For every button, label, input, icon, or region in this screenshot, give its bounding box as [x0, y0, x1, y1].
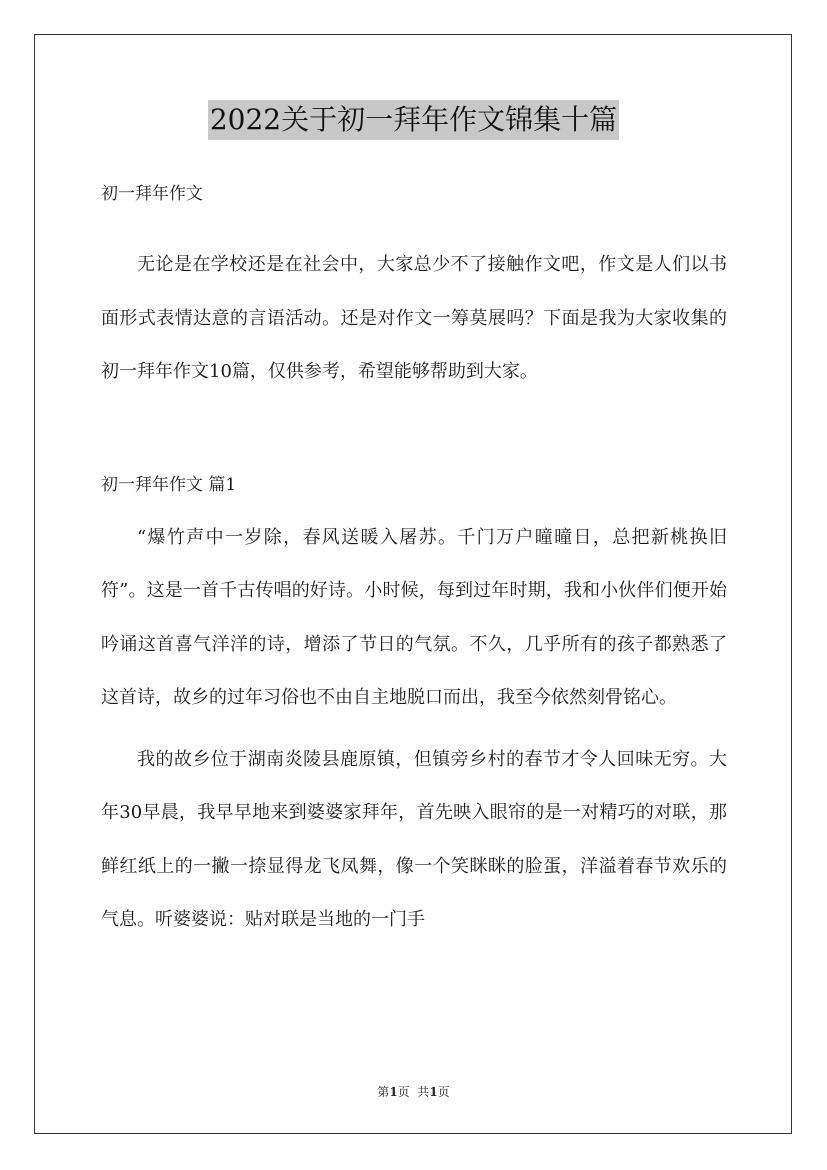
footer-page-suffix: 页	[437, 1085, 450, 1099]
page-footer	[0, 1083, 827, 1100]
section-heading: 初一拜年作文	[101, 184, 203, 204]
intro-paragraph: 无论是在学校还是在社会中，大家总少不了接触作文吧，作文是人们以书面形式表情达意的言语活动。还是对作文一筹莫展吗？下面是我为大家收集的初一拜年作文10篇，仅供参考，希望能够帮助到大家。	[101, 254, 727, 382]
document-body	[101, 168, 727, 947]
title-container	[0, 100, 827, 140]
document-title: 2022关于初一拜年作文锦集十篇	[208, 100, 619, 140]
footer-page-current: 1	[389, 1085, 398, 1099]
footer-page-total: 1	[429, 1085, 438, 1099]
article-heading: 初一拜年作文 篇1	[101, 474, 237, 495]
article-paragraph: “爆竹声中一岁除，春风送暖入屠苏。千门万户曈曈日，总把新桃换旧符”。这是一首千古传唱的好诗。小时候，每到过年时期，我和小伙伴们便开始吟诵这首喜气洋洋的诗，增添了节日的气氛。不久，几乎所有的孩子都熟悉了这首诗，故乡的过年习俗也不由自主地脱口而出，我至今依然刻骨铭心。	[101, 526, 727, 708]
article-paragraph: 我的故乡位于湖南炎陵县鹿原镇，但镇旁乡村的春节才令人回味无穷。大年30早晨，我早早地来到婆婆家拜年，首先映入眼帘的是一对精巧的对联，那鲜红纸上的一撇一捺显得龙飞凤舞，像一个笑眯眯的脸蛋，洋溢着春节欢乐的气息。听婆婆说：贴对联是当地的一门手	[101, 748, 727, 930]
footer-page-mid: 页 共	[397, 1085, 430, 1099]
footer-page-prefix: 第	[377, 1085, 390, 1099]
